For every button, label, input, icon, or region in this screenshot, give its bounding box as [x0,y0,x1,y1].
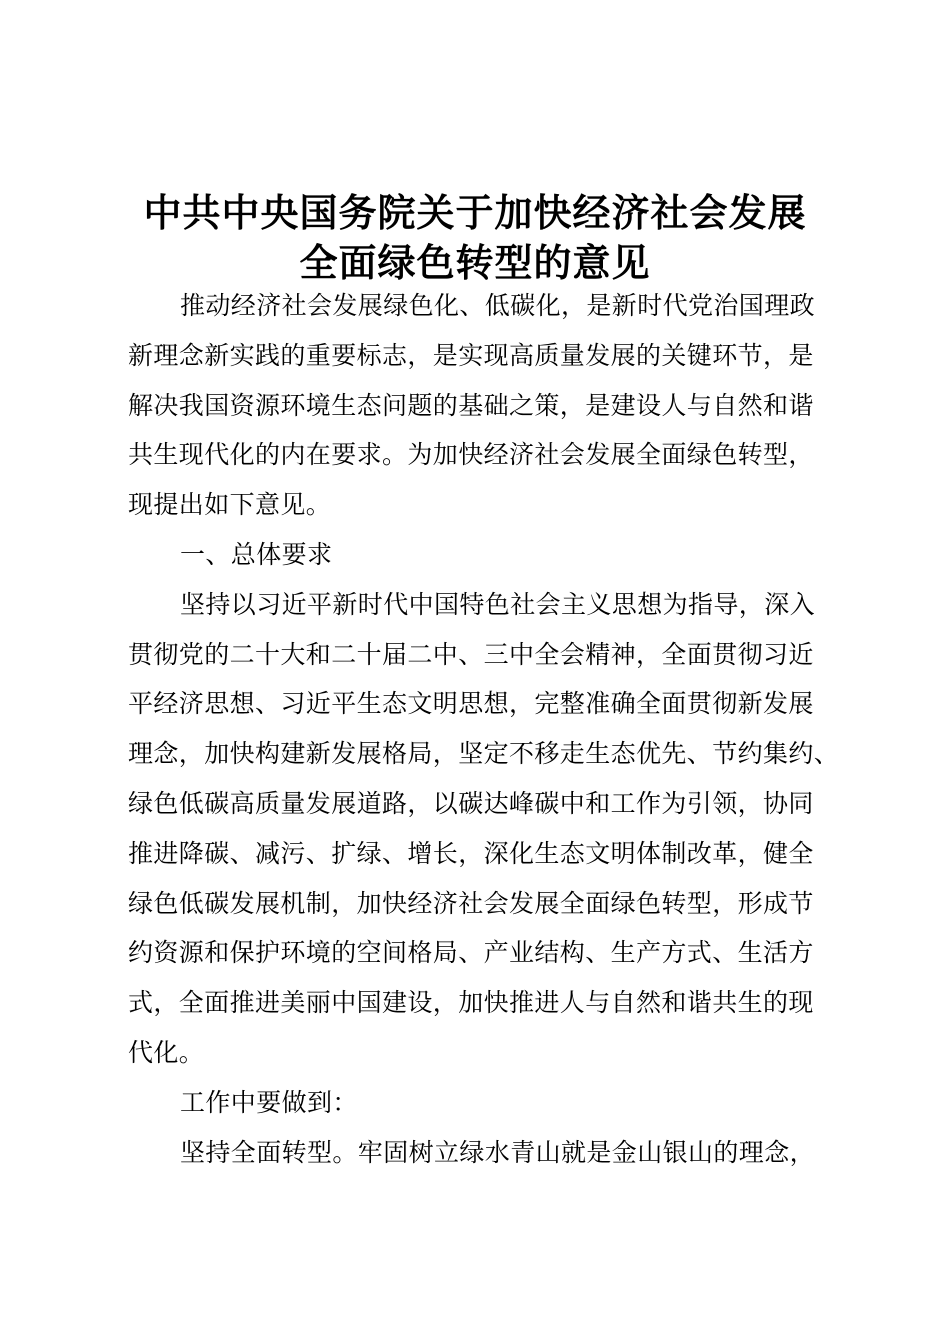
document-body [128,286,848,1182]
body-text-line: 推动经济社会发展绿色化、低碳化，是新时代党治国理政 [180,291,816,320]
body-text-line: 工作中要做到： [180,1087,358,1117]
body-text-line: 现提出如下意见。 [128,490,332,520]
document-title-line-2: 全面绿色转型的意见 [299,241,651,285]
body-text-line: 平经济思想、习近平生态文明思想，完整准确全面贯彻新发展 [128,689,814,719]
body-text-line: 贯彻党的二十大和二十届二中、三中全会精神，全面贯彻习近 [128,639,814,669]
body-text-line: 约资源和保护环境的空间格局、产业结构、生产方式、生活方 [128,938,814,968]
body-text-line: 式，全面推进美丽中国建设，加快推进人与自然和谐共生的现 [128,988,814,1018]
body-text-line: 新理念新实践的重要标志，是实现高质量发展的关键环节，是 [128,340,814,370]
body-text-line: 代化。 [128,1037,205,1067]
body-text-line: 推进降碳、减污、扩绿、增长，深化生态文明体制改革，健全 [128,838,814,868]
body-text-line: 绿色低碳发展机制，加快经济社会发展全面绿色转型，形成节 [128,888,814,918]
document-title-line-1: 中共中央国务院关于加快经济社会发展 [143,191,807,235]
body-text-line: 解决我国资源环境生态问题的基础之策，是建设人与自然和谐 [128,390,814,420]
body-text-line: 一、总体要求 [180,539,333,569]
body-text-line: 绿色低碳高质量发展道路，以碳达峰碳中和工作为引领，协同 [128,788,814,818]
body-text-line: 理念，加快构建新发展格局，坚定不移走生态优先、节约集约、 [128,739,840,769]
body-text-line: 坚持以习近平新时代中国特色社会主义思想为指导，深入 [180,589,816,619]
body-text-line: 坚持全面转型。牢固树立绿水青山就是金山银山的理念， [180,1137,816,1167]
body-text-line: 共生现代化的内在要求。为加快经济社会发展全面绿色转型， [128,440,814,470]
